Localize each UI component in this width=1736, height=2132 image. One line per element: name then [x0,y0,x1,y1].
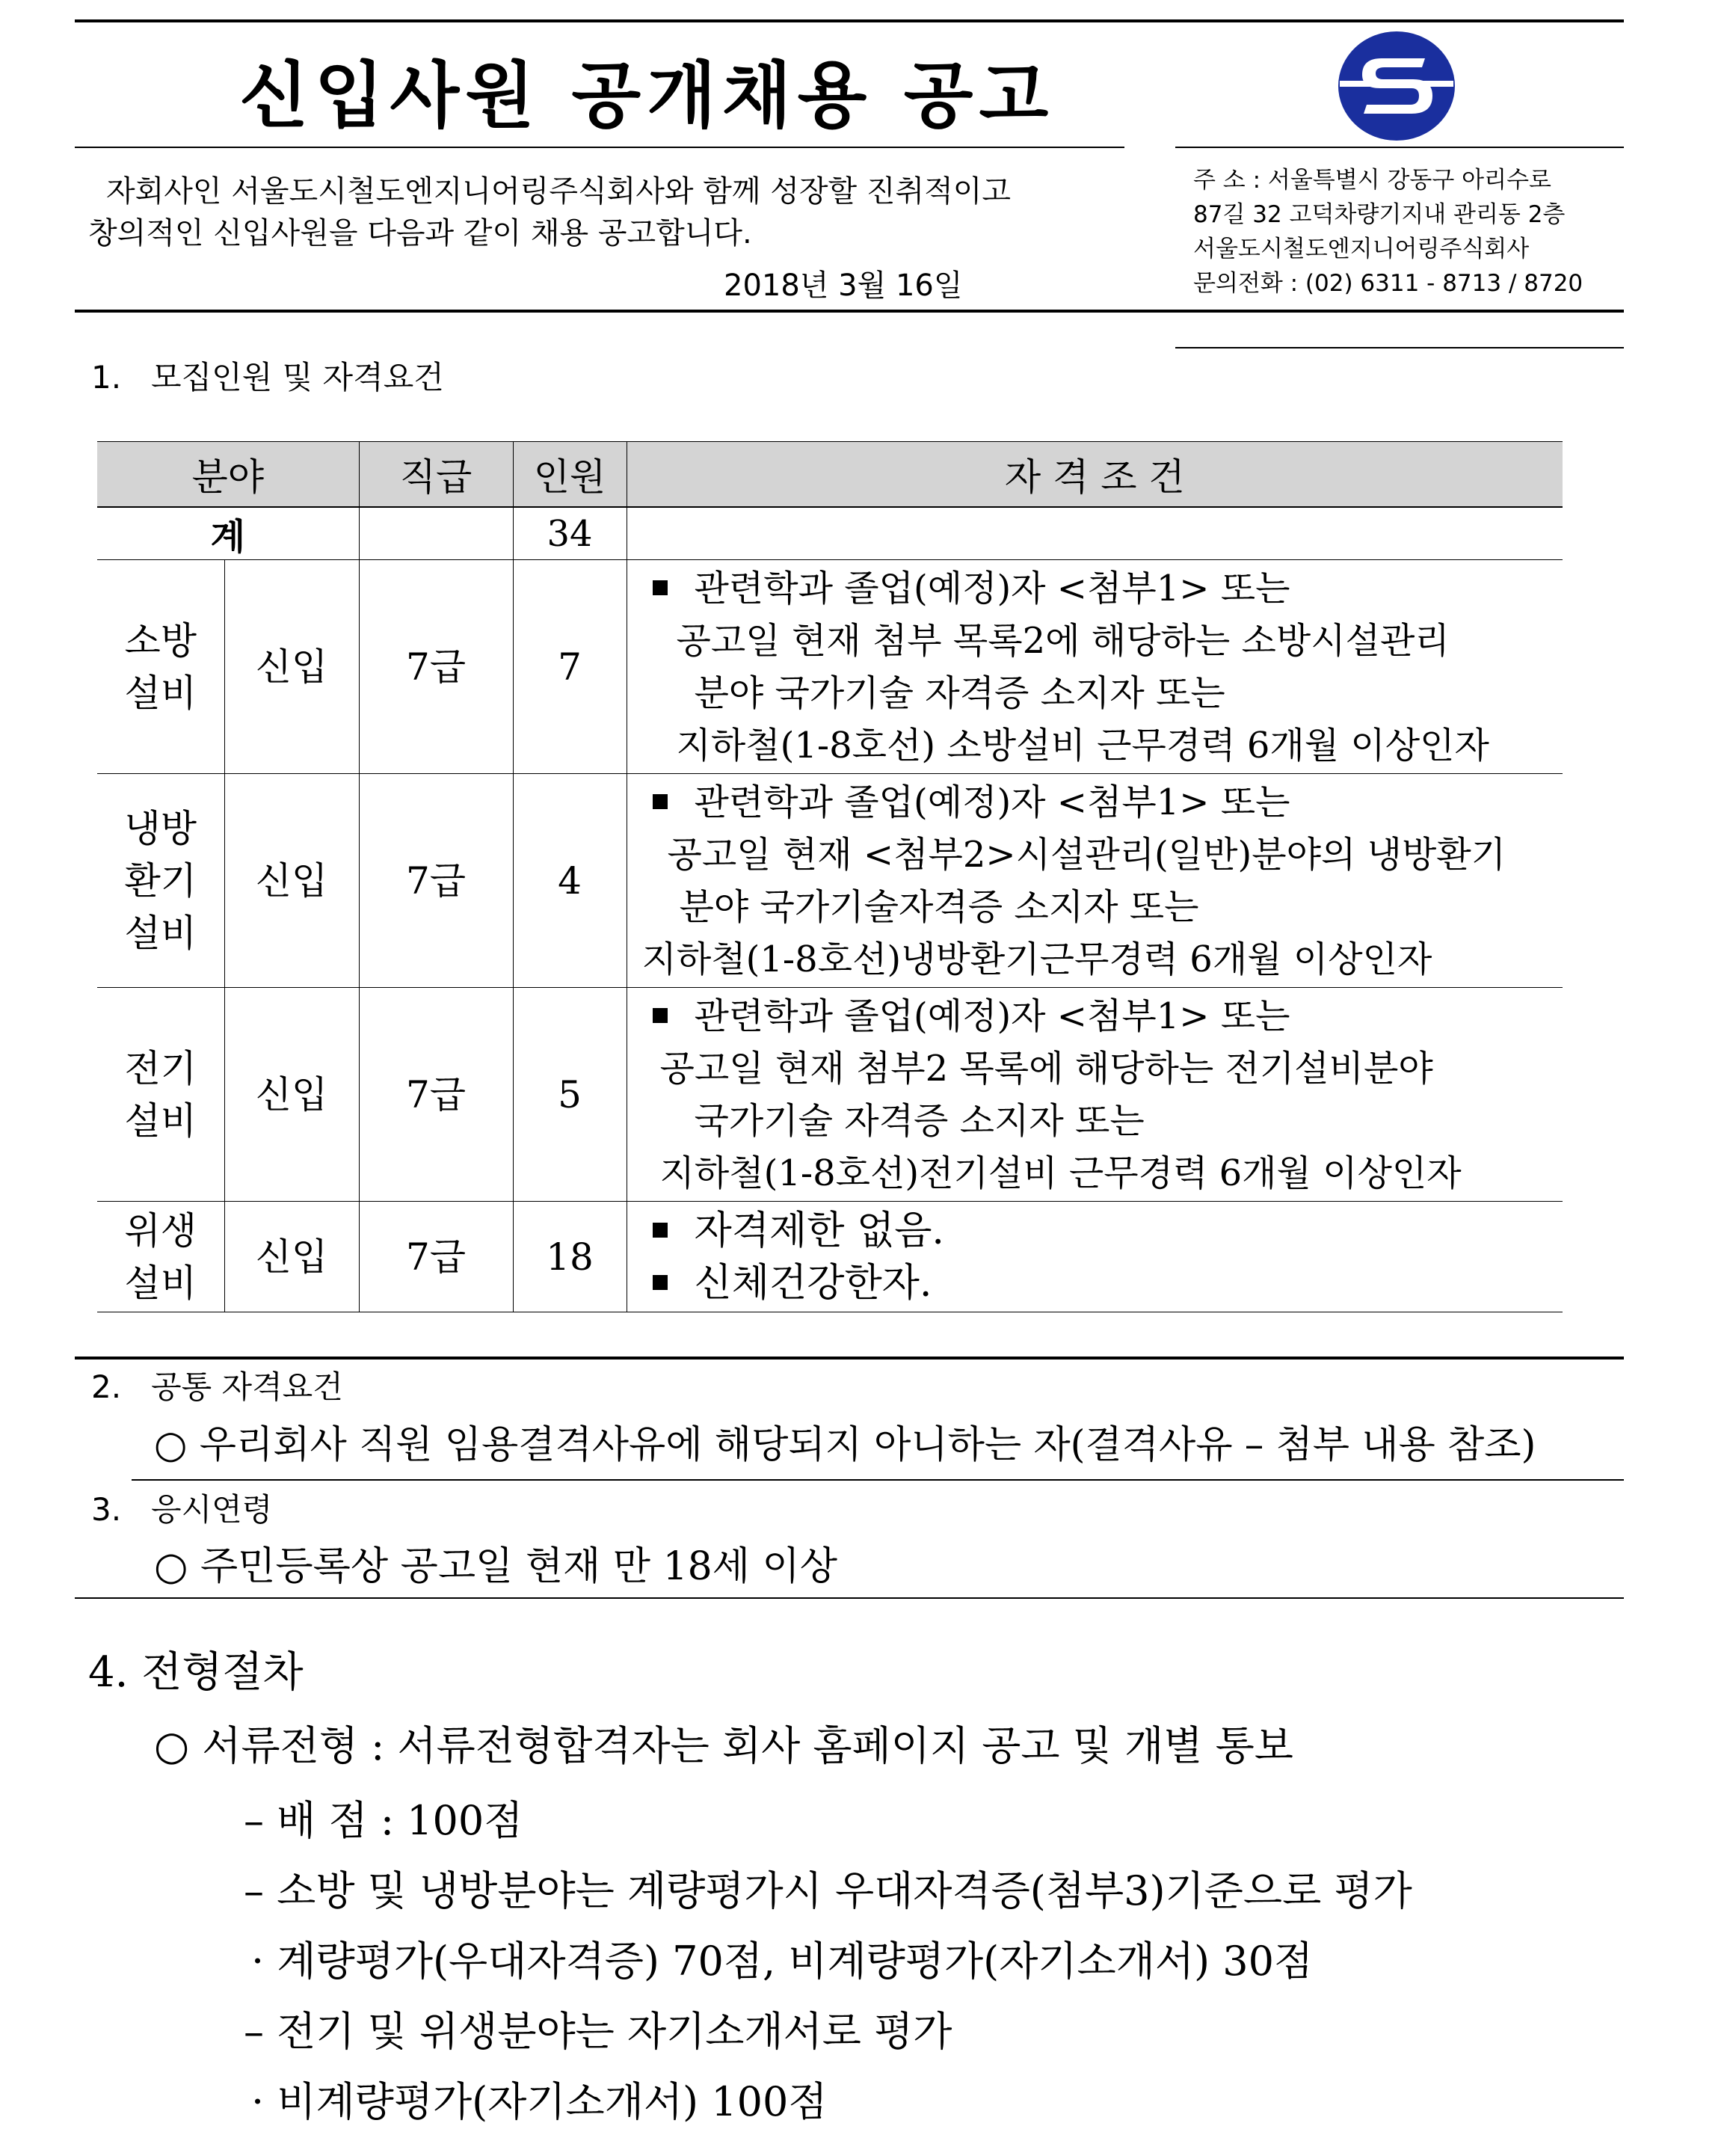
row-grade: 7급 [359,774,513,988]
section4-item: ○ 서류전형 : 서류전형합격자는 회사 홈페이지 공고 및 개별 통보 [154,1722,1293,1769]
qual-line [642,562,1563,615]
top-rule [75,19,1624,22]
row-qualification [627,1202,1563,1312]
section2-item: ○ 우리회사 직원 임용결격사유에 해당되지 아니하는 자(결격사유 – 첨부 내용 참조) [154,1423,1536,1467]
total-grade-empty [359,507,513,560]
table-row [97,1202,1563,1312]
table-row [97,774,1563,988]
row-field [97,988,224,1202]
intro-line-2: 창의적인 신입사원을 다음과 같이 채용 공고합니다. [88,216,752,251]
row-qualification [627,988,1563,1202]
qual-line: 공고일 현재 첨부 목록2에 해당하는 소방시설관리 [676,619,1450,662]
field-line: 설비 [124,671,197,715]
field-line: 냉방 [124,806,197,850]
row-rank: 신입 [224,560,359,774]
row-count: 7 [513,560,627,774]
section2-heading [91,1363,343,1407]
address-block [1193,163,1583,301]
qual-line [642,776,1563,829]
row-rank: 신입 [224,1202,359,1312]
qual-text: 관련학과 졸업(예정)자 <첨부1> 또는 [694,781,1290,823]
qual-line: 공고일 현재 첨부2 목록에 해당하는 전기설비분야 [659,1047,1433,1090]
qual-text: 자격제한 없음. [694,1208,944,1253]
row-field [97,774,224,988]
section3-item: ○ 주민등록상 공고일 현재 만 18세 이상 [154,1544,837,1589]
table-total-row [97,507,1563,560]
qual-line: 분야 국가기술 자격증 소지자 또는 [694,672,1225,714]
total-label: 계 [97,507,359,560]
square-bullet-icon [653,1223,668,1238]
qual-line [642,990,1563,1042]
section1-title: 모집인원 및 자격요건 [151,359,444,396]
field-line: 설비 [124,911,197,955]
row-count: 5 [513,988,627,1202]
header-qualification: 자 격 조 건 [627,442,1563,508]
address-line-1: 주 소 : 서울특별시 강동구 아리수로 [1193,167,1551,194]
section2-title: 공통 자격요건 [151,1368,343,1405]
row-field [97,1202,224,1312]
address-line-2: 87길 32 고덕차량기지내 관리동 2층 [1193,201,1566,228]
header-grade: 직급 [359,442,513,508]
page-title: 신입사원 공개채용 공고 [239,54,1055,138]
square-bullet-icon [653,794,668,809]
qual-text: 관련학과 졸업(예정)자 <첨부1> 또는 [694,995,1290,1037]
qual-text: 관련학과 졸업(예정)자 <첨부1> 또는 [694,567,1290,609]
field-line: 설비 [124,1099,197,1143]
qual-line: 국가기술 자격증 소지자 또는 [694,1099,1145,1142]
field-line: 위생 [124,1208,197,1253]
section4-sub-score: – 배 점 : 100점 [244,1797,523,1844]
table-row [97,988,1563,1202]
row-count: 4 [513,774,627,988]
header-rule-right [1175,147,1624,148]
section4-sub-nonquant: · 비계량평가(자기소개서) 100점 [251,2078,828,2125]
square-bullet-icon [653,1275,668,1290]
qual-line: 공고일 현재 <첨부2>시설관리(일반)분야의 냉방환기 [667,833,1506,876]
row-grade: 7급 [359,560,513,774]
row-count: 18 [513,1202,627,1312]
section3-bottom-rule [75,1597,1624,1599]
section1-heading [91,353,444,398]
qual-line [642,1205,1563,1257]
section3-number: 3. [91,1491,122,1528]
qual-text: 신체건강한자. [694,1260,932,1306]
section1-number: 1. [91,359,122,396]
field-line: 소방 [124,618,197,663]
total-qual-empty [627,507,1563,560]
intro-line-1: 자회사인 서울도시철도엔지니어링주식회사와 함께 성장할 진취적이고 [106,174,1012,209]
square-bullet-icon [653,580,668,595]
company-name: 서울도시철도엔지니어링주식회사 [1193,236,1530,262]
intro-text [88,171,1120,254]
section4-sub-fire-cooling: – 소방 및 냉방분야는 계량평가시 우대자격증(첨부3)기준으로 평가 [244,1867,1412,1914]
field-line: 설비 [124,1261,197,1305]
section4-sub-electric-sanitary: – 전기 및 위생분야는 자기소개서로 평가 [244,2008,952,2055]
notice-date: 2018년 3월 16일 [724,268,963,303]
qual-line [642,1257,1563,1309]
row-qualification [627,774,1563,988]
row-grade: 7급 [359,1202,513,1312]
section3-top-rule [132,1479,1624,1481]
section4-sub-quant: · 계량평가(우대자격증) 70점, 비계량평가(자기소개서) 30점 [251,1938,1314,1985]
total-count: 34 [513,507,627,560]
section1-top-rule [1175,347,1624,348]
qual-line: 지하철(1-8호선)냉방환기근무경력 6개월 이상인자 [641,938,1432,980]
section3-heading [91,1485,272,1530]
row-rank: 신입 [224,988,359,1202]
header-count: 인원 [513,442,627,508]
qual-line: 지하철(1-8호선) 소방설비 근무경력 6개월 이상인자 [676,724,1489,767]
section2-number: 2. [91,1368,122,1405]
row-rank: 신입 [224,774,359,988]
qual-line: 분야 국가기술자격증 소지자 또는 [679,885,1199,928]
square-bullet-icon [653,1008,668,1023]
field-line: 환기 [124,858,197,903]
header-field: 분야 [97,442,359,508]
row-qualification [627,560,1563,774]
contact-phone: 문의전화 : (02) 6311 - 8713 / 8720 [1193,270,1583,297]
section3-title: 응시연령 [151,1491,273,1528]
company-s-logo-icon [1337,30,1456,142]
table-row [97,560,1563,774]
field-line: 전기 [124,1046,197,1090]
header-rule-left [75,147,1124,148]
row-field [97,560,224,774]
section2-top-rule [75,1357,1624,1360]
table-header-row [97,442,1563,508]
row-grade: 7급 [359,988,513,1202]
qual-line: 지하철(1-8호선)전기설비 근무경력 6개월 이상인자 [659,1152,1462,1194]
section4-heading: 4. 전형절차 [88,1648,304,1697]
requirements-table [97,441,1563,1312]
header-bottom-rule [75,310,1624,313]
